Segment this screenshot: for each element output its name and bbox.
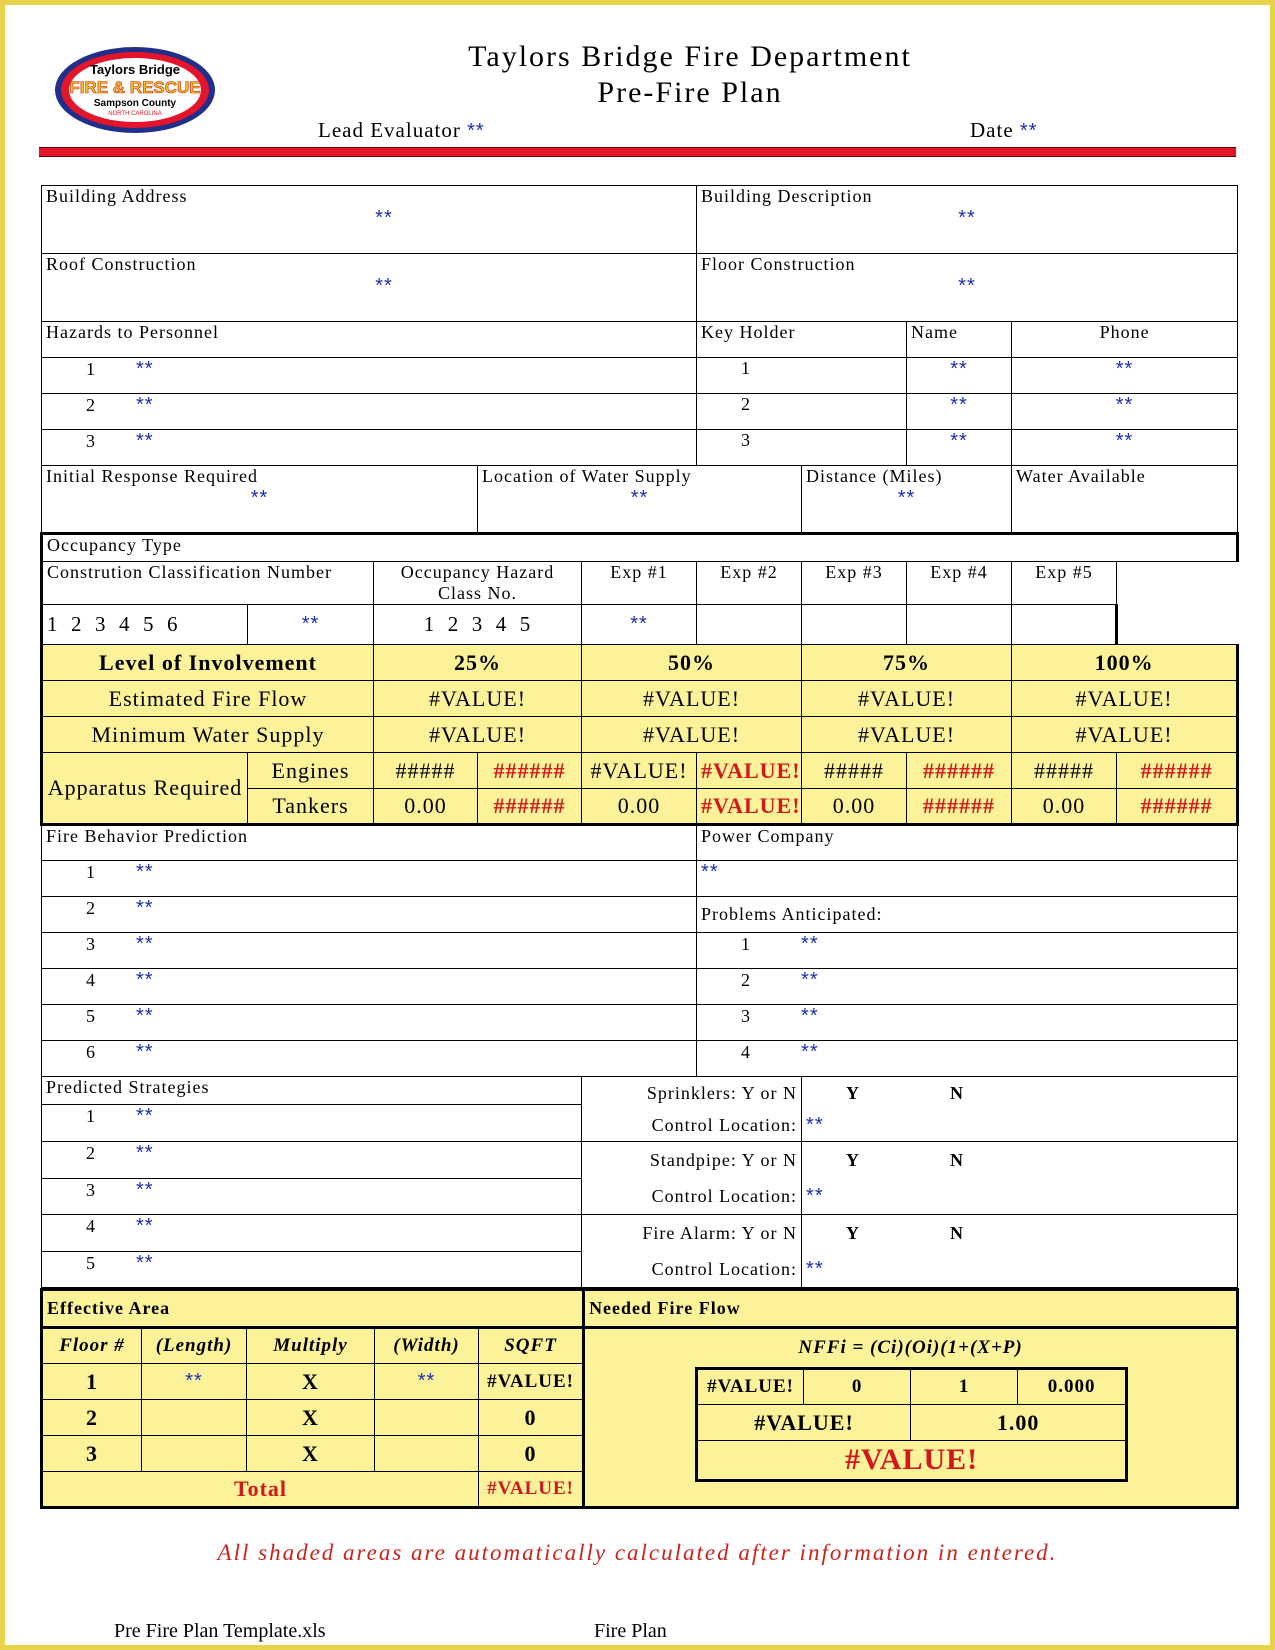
problem-value[interactable]: **: [801, 969, 819, 991]
tankers-value: 0.00: [582, 789, 697, 825]
strategies-label: Predicted Strategies: [42, 1077, 582, 1105]
level-75: 75%: [802, 645, 1012, 681]
water-location-label: Location of Water Supply: [482, 466, 692, 486]
nff-xp: 0.000: [1018, 1369, 1127, 1405]
exposure-3-value[interactable]: [907, 605, 1012, 645]
tankers-value: ######: [478, 789, 582, 825]
row-water-supply: [42, 717, 1238, 753]
fire-behavior-label: Fire Behavior Prediction: [42, 825, 697, 861]
level-50: 50%: [582, 645, 802, 681]
fire-flow-value: #VALUE!: [802, 681, 1012, 717]
key-holder-number: 1: [741, 358, 752, 378]
tankers-value: 0.00: [374, 789, 478, 825]
page-title: Taylors Bridge Fire Department: [468, 40, 912, 73]
tankers-value: 0.00: [1012, 789, 1117, 825]
lead-evaluator: [318, 118, 485, 143]
water-supply-value: #VALUE!: [374, 717, 582, 753]
sprinklers-label: Sprinklers: Y or N: [646, 1083, 798, 1103]
nff-formula: NFFi = (Ci)(Oi)(1+(X+P): [798, 1337, 1023, 1358]
sprinkler-control-value[interactable]: **: [806, 1114, 824, 1136]
key-holder-row: [697, 358, 907, 394]
row-engines: [42, 753, 1238, 789]
total-value: #VALUE!: [479, 1472, 584, 1508]
department-logo: [52, 44, 218, 136]
hazard-class-value[interactable]: **: [582, 605, 697, 645]
initial-response-label: Initial Response Required: [46, 466, 258, 486]
row-involvement: [42, 645, 1238, 681]
row-strategy-2: [42, 1142, 1238, 1179]
fire-behavior-number: 1: [86, 862, 96, 882]
problem-value[interactable]: **: [801, 933, 819, 955]
sprinklers-answer[interactable]: [802, 1077, 1238, 1142]
hazard-number: 2: [86, 395, 96, 415]
exposure-2-label: Exp #2: [697, 562, 802, 605]
row-fire-flow: [42, 681, 1238, 717]
row-hazard-header: [42, 322, 1238, 358]
tankers-value: ######: [907, 789, 1012, 825]
standpipe-answer[interactable]: [802, 1142, 1238, 1215]
width-value[interactable]: **: [375, 1364, 479, 1400]
exposure-1-value[interactable]: [697, 605, 802, 645]
nff-factor: 1: [911, 1369, 1018, 1405]
strategy-number: 4: [86, 1216, 96, 1236]
fire-behavior-row[interactable]: [42, 1005, 697, 1041]
fire-behavior-value[interactable]: **: [136, 933, 154, 955]
fire-behavior-row[interactable]: [42, 861, 697, 897]
row-behavior-1: [42, 861, 1238, 897]
multiply-sign: X: [247, 1436, 375, 1472]
nff-product: #VALUE!: [697, 1405, 911, 1441]
needed-flow-panel: [584, 1328, 1238, 1508]
tankers-label: Tankers: [248, 789, 374, 825]
fire-behavior-value[interactable]: **: [136, 897, 154, 919]
classification-value[interactable]: **: [248, 605, 374, 645]
key-holder-name-label: Name: [907, 322, 1012, 358]
row-hazard-2: [42, 394, 1238, 430]
problems-label: Problems Anticipated:: [697, 897, 1238, 933]
hazard-value[interactable]: **: [136, 430, 154, 452]
alarm-yes[interactable]: Y: [846, 1223, 861, 1243]
fire-behavior-number: 4: [86, 970, 96, 990]
water-available-cell[interactable]: [1012, 466, 1238, 534]
level-100: 100%: [1012, 645, 1238, 681]
row-behavior-4: [42, 969, 1238, 1005]
sqft-value: 0: [479, 1400, 584, 1436]
strategy-number: 1: [86, 1106, 96, 1127]
row-behavior-3: [42, 933, 1238, 969]
distance-label: Distance (Miles): [806, 466, 943, 486]
page-subtitle: Pre-Fire Plan: [597, 76, 783, 109]
length-value[interactable]: **: [142, 1364, 247, 1400]
hazard-number: 3: [86, 431, 96, 451]
alarm-control-label: Control Location:: [651, 1259, 798, 1279]
roof-construction-cell[interactable]: [42, 254, 697, 322]
hazard-value[interactable]: **: [136, 358, 154, 380]
date-label: Date: [970, 118, 1014, 142]
key-holder-name[interactable]: **: [907, 394, 1012, 430]
involvement-label: Level of Involvement: [42, 645, 374, 681]
nff-ci: #VALUE!: [697, 1369, 804, 1405]
building-address-value[interactable]: **: [375, 207, 393, 229]
hazard-class-label: Occupancy Hazard Class No.: [374, 562, 582, 605]
floor-number: 1: [42, 1364, 142, 1400]
floor-header: Floor #: [42, 1328, 142, 1364]
multiply-sign: X: [247, 1400, 375, 1436]
effective-area-label: Effective Area: [42, 1290, 584, 1328]
sprinkler-control-label: Control Location:: [651, 1115, 798, 1135]
floor-construction-value[interactable]: **: [958, 275, 976, 297]
key-holder-phone-label: Phone: [1012, 322, 1238, 358]
fire-behavior-row[interactable]: [42, 933, 697, 969]
sprinklers-yes[interactable]: Y: [846, 1083, 861, 1103]
building-description-label: Building Description: [701, 186, 873, 206]
alarm-answer[interactable]: [802, 1215, 1238, 1288]
strategy-row[interactable]: [42, 1105, 582, 1142]
level-25: 25%: [374, 645, 582, 681]
shaded-areas-note: All shaded areas are automatically calculated after information in entered.: [217, 1540, 1058, 1565]
date-value[interactable]: **: [1019, 120, 1038, 142]
key-holder-row: [697, 394, 907, 430]
tankers-value: #VALUE!: [697, 789, 802, 825]
initial-response-value[interactable]: **: [250, 487, 269, 509]
fire-behavior-value[interactable]: **: [136, 1041, 154, 1063]
row-effective-header: [42, 1290, 1238, 1328]
row-address: [42, 186, 1238, 254]
classification-label: Constrution Classification Number: [42, 562, 374, 605]
key-holder-number: 2: [741, 394, 752, 414]
row-behavior-header: [42, 825, 1238, 861]
fire-behavior-number: 5: [86, 1006, 96, 1026]
building-description-value[interactable]: **: [958, 207, 976, 229]
hazard-number: 1: [86, 359, 96, 379]
fire-flow-value: #VALUE!: [374, 681, 582, 717]
exposure-5-label: Exp #5: [1012, 562, 1117, 605]
key-holder-phone[interactable]: **: [1012, 430, 1238, 466]
fire-behavior-row[interactable]: [42, 897, 697, 933]
row-behavior-6: [42, 1041, 1238, 1077]
strategy-value[interactable]: **: [136, 1215, 154, 1237]
engines-value: #VALUE!: [582, 753, 697, 789]
problem-row[interactable]: [697, 1041, 1238, 1077]
hazard-row[interactable]: [42, 394, 697, 430]
length-value[interactable]: [142, 1436, 247, 1472]
row-strategy-4: [42, 1215, 1238, 1252]
strategy-row[interactable]: [42, 1178, 582, 1215]
strategy-value[interactable]: **: [136, 1178, 154, 1201]
row-behavior-5: [42, 1005, 1238, 1041]
key-holder-number: 3: [741, 430, 752, 450]
sqft-value: 0: [479, 1436, 584, 1472]
multiply-header: Multiply: [247, 1328, 375, 1364]
hazard-value[interactable]: **: [136, 394, 154, 416]
problem-value[interactable]: **: [801, 1041, 819, 1063]
standpipe-control-value[interactable]: **: [806, 1185, 824, 1207]
calc-table: [40, 1288, 1239, 1509]
engines-value: #####: [1012, 753, 1117, 789]
roof-construction-value[interactable]: **: [375, 275, 393, 297]
fire-behavior-number: 6: [86, 1042, 96, 1062]
building-address-label: Building Address: [46, 186, 188, 206]
length-value[interactable]: [142, 1400, 247, 1436]
sqft-header: SQFT: [479, 1328, 584, 1364]
form-grid: [40, 185, 1236, 1509]
multiply-sign: X: [247, 1364, 375, 1400]
header-divider: [39, 147, 1236, 157]
exposure-3-label: Exp #3: [802, 562, 907, 605]
lead-evaluator-label: Lead Evaluator: [318, 118, 461, 142]
distance-cell[interactable]: [802, 466, 1012, 534]
tankers-value: 0.00: [802, 789, 907, 825]
sqft-value: #VALUE!: [479, 1364, 584, 1400]
problem-value[interactable]: **: [801, 1005, 819, 1027]
engines-value: #VALUE!: [697, 753, 802, 789]
total-label: Total: [42, 1472, 479, 1508]
alarm-control-value[interactable]: **: [806, 1258, 824, 1280]
building-description-cell[interactable]: [697, 186, 1238, 254]
logo-line3: Sampson County: [93, 98, 177, 109]
fire-behavior-row[interactable]: [42, 969, 697, 1005]
exposure-4-label: Exp #4: [907, 562, 1012, 605]
strategy-value[interactable]: **: [136, 1142, 154, 1164]
row-strategies-header: [42, 1077, 1238, 1105]
floor-construction-label: Floor Construction: [701, 254, 856, 274]
row-response: [42, 466, 1238, 534]
water-supply-value: #VALUE!: [802, 717, 1012, 753]
row-occupancy-headers: [42, 562, 1238, 605]
engines-value: ######: [1117, 753, 1238, 789]
fire-behavior-row[interactable]: [42, 1041, 697, 1077]
power-company-value[interactable]: **: [697, 861, 1238, 897]
problem-row[interactable]: [697, 933, 1238, 969]
strategy-number: 5: [86, 1252, 96, 1273]
alarm-label: Fire Alarm: Y or N: [642, 1223, 798, 1243]
exposure-1-label: Exp #1: [582, 562, 697, 605]
date: [970, 118, 1037, 143]
engines-value: #####: [374, 753, 478, 789]
building-address-cell[interactable]: [42, 186, 697, 254]
roof-construction-label: Roof Construction: [46, 254, 197, 274]
lead-evaluator-value[interactable]: **: [467, 120, 485, 142]
nff-oi: 0: [804, 1369, 911, 1405]
floor-number: 2: [42, 1400, 142, 1436]
distance-value[interactable]: **: [897, 487, 916, 509]
row-occupancy-values: [42, 605, 1238, 645]
sprinklers-cell: [582, 1077, 802, 1142]
standpipe-cell: [582, 1142, 802, 1215]
main-form-table: [40, 185, 1239, 1288]
strategy-row[interactable]: [42, 1142, 582, 1179]
hazard-row[interactable]: [42, 358, 697, 394]
strategy-value[interactable]: **: [136, 1105, 154, 1128]
problem-number: 2: [741, 970, 752, 990]
water-supply-value: #VALUE!: [1012, 717, 1238, 753]
water-supply-value: #VALUE!: [582, 717, 802, 753]
row-occupancy-type: [42, 534, 1238, 562]
exposure-2-value[interactable]: [802, 605, 907, 645]
strategy-value[interactable]: **: [136, 1251, 154, 1274]
length-header: (Length): [142, 1328, 247, 1364]
width-value[interactable]: [375, 1436, 479, 1472]
floor-construction-cell[interactable]: [697, 254, 1238, 322]
fire-flow-value: #VALUE!: [582, 681, 802, 717]
engines-value: ######: [478, 753, 582, 789]
row-behavior-2: [42, 897, 1238, 933]
nff-multiplier: 1.00: [911, 1405, 1127, 1441]
occupancy-type-label: Occupancy Type: [42, 534, 1238, 562]
exposure-4-value[interactable]: [1012, 605, 1117, 645]
alarm-no[interactable]: N: [950, 1223, 965, 1243]
classification-numbers[interactable]: 1 2 3 4 5 6: [42, 605, 248, 645]
logo-line2: FIRE & RESCUE: [69, 78, 201, 97]
problem-number: 4: [741, 1042, 752, 1062]
strategy-row[interactable]: [42, 1215, 582, 1252]
needed-fire-flow-label: Needed Fire Flow: [584, 1290, 1238, 1328]
initial-response-cell[interactable]: [42, 466, 478, 534]
standpipe-no[interactable]: N: [950, 1150, 965, 1170]
width-header: (Width): [375, 1328, 479, 1364]
fire-behavior-number: 2: [86, 898, 96, 918]
key-holder-name[interactable]: **: [907, 430, 1012, 466]
fire-behavior-value[interactable]: **: [136, 969, 154, 991]
logo-line4: NORTH CAROLINA: [108, 111, 162, 117]
key-holder-label: Key Holder: [697, 322, 907, 358]
water-supply-label: Minimum Water Supply: [42, 717, 374, 753]
width-value[interactable]: [375, 1400, 479, 1436]
strategy-number: 2: [86, 1143, 96, 1163]
problem-row[interactable]: [697, 1005, 1238, 1041]
key-holder-phone[interactable]: **: [1012, 394, 1238, 430]
row-construction: [42, 254, 1238, 322]
power-company-label: Power Company: [697, 825, 1238, 861]
row-effective-columns: [42, 1328, 1238, 1364]
row-hazard-1: [42, 358, 1238, 394]
fire-behavior-value[interactable]: **: [136, 861, 154, 883]
strategy-number: 3: [86, 1179, 96, 1200]
standpipe-control-label: Control Location:: [651, 1186, 798, 1206]
footer-filename: Pre Fire Plan Template.xls: [114, 1620, 326, 1642]
standpipe-yes[interactable]: Y: [846, 1150, 861, 1170]
engines-value: ######: [907, 753, 1012, 789]
alarm-cell: [582, 1215, 802, 1288]
water-available-label: Water Available: [1016, 466, 1146, 486]
key-holder-row: [697, 430, 907, 466]
floor-number: 3: [42, 1436, 142, 1472]
engines-label: Engines: [248, 753, 374, 789]
nff-result: #VALUE!: [697, 1441, 1127, 1481]
fire-flow-label: Estimated Fire Flow: [42, 681, 374, 717]
hazard-row[interactable]: [42, 430, 697, 466]
key-holder-phone[interactable]: **: [1012, 358, 1238, 394]
fire-behavior-value[interactable]: **: [136, 1005, 154, 1027]
fire-flow-value: #VALUE!: [1012, 681, 1238, 717]
tankers-value: ######: [1117, 789, 1238, 825]
footer-title: Fire Plan: [594, 1620, 667, 1642]
nff-calc-table: [695, 1367, 1128, 1482]
problem-row[interactable]: [697, 969, 1238, 1005]
strategy-row[interactable]: [42, 1251, 582, 1288]
sprinklers-no[interactable]: N: [950, 1083, 965, 1103]
engines-value: #####: [802, 753, 907, 789]
apparatus-label: Apparatus Required: [42, 753, 248, 825]
water-location-value[interactable]: **: [630, 487, 649, 509]
fire-behavior-number: 3: [86, 934, 96, 954]
problem-number: 3: [741, 1006, 752, 1026]
key-holder-name[interactable]: **: [907, 358, 1012, 394]
problem-number: 1: [741, 934, 752, 954]
water-location-cell[interactable]: [478, 466, 802, 534]
standpipe-label: Standpipe: Y or N: [649, 1150, 798, 1170]
hazard-class-numbers[interactable]: 1 2 3 4 5: [374, 605, 582, 645]
hazards-label: Hazards to Personnel: [42, 322, 697, 358]
logo-line1: Taylors Bridge: [89, 62, 181, 77]
row-hazard-3: [42, 430, 1238, 466]
